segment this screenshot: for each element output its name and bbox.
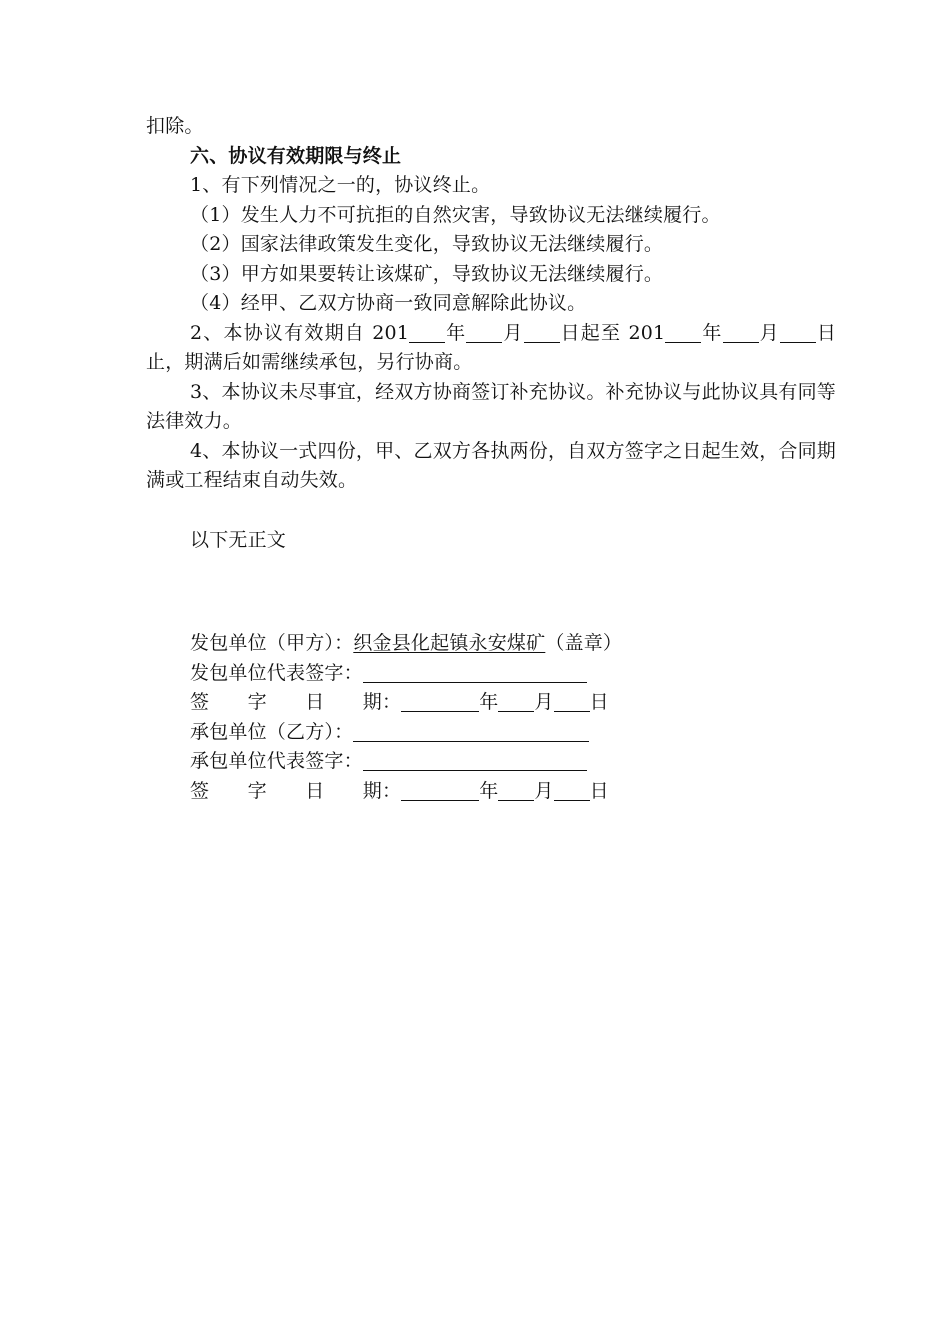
party-a-rep-signature-field[interactable]	[363, 662, 587, 683]
sub-item-1: （1）发生人力不可抗拒的自然灾害，导致协议无法继续履行。	[190, 203, 721, 226]
section-heading: 六、协议有效期限与终止	[190, 144, 402, 167]
party-b-date-row: 签 字 日 期： 年 月 日	[190, 779, 609, 802]
party-b-name-field[interactable]	[353, 721, 589, 742]
party-b-rep-row: 承包单位代表签字：	[190, 747, 836, 777]
start-month-blank	[466, 322, 502, 343]
party-a-year-field[interactable]	[401, 691, 479, 712]
sub-item-2: （2）国家法律政策发生变化，导致协议无法继续履行。	[190, 233, 664, 255]
party-b-rep-signature-field[interactable]	[363, 750, 587, 771]
end-note: 以下无正文	[190, 528, 287, 551]
document-page	[146, 112, 836, 806]
end-month-blank	[723, 322, 759, 343]
party-b-row: 承包单位（乙方）：	[190, 718, 836, 748]
clause-1: 1、有下列情况之一的，协议终止。	[190, 174, 491, 196]
party-a-day-field[interactable]	[554, 691, 590, 712]
party-a-month-field[interactable]	[498, 691, 534, 712]
clause-4: 4、本协议一式四份，甲、乙双方各执两份，自双方签字之日起生效，合同期满或工程结束自动失效。	[146, 439, 836, 491]
start-year-blank	[409, 322, 445, 343]
signature-block	[146, 629, 836, 806]
clause-3: 3、本协议未尽事宜，经双方协商签订补充协议。补充协议与此协议具有同等法律效力。	[146, 380, 836, 432]
party-b-month-field[interactable]	[498, 780, 534, 801]
end-year-blank	[665, 322, 701, 343]
party-a-rep-row: 发包单位代表签字：	[190, 659, 836, 689]
party-a-name: 织金县化起镇永安煤矿	[353, 632, 546, 654]
party-b-day-field[interactable]	[554, 780, 590, 801]
party-b-year-field[interactable]	[401, 780, 479, 801]
start-day-blank	[524, 322, 560, 343]
party-a-date-row: 签 字 日 期： 年 月 日	[190, 691, 609, 713]
party-a-row: 发包单位（甲方）：织金县化起镇永安煤矿（盖章）	[190, 632, 623, 654]
clause-2: 2、本协议有效期自 201 年 月 日起至 201 年 月 日止，期满后如需继续承包，另行协商。	[146, 321, 837, 373]
sub-item-4: （4）经甲、乙双方协商一致同意解除此协议。	[190, 292, 587, 314]
sub-item-3: （3）甲方如果要转让该煤矿，导致协议无法继续履行。	[190, 262, 664, 285]
end-day-blank	[780, 322, 816, 343]
continuation-text: 扣除。	[146, 115, 204, 137]
